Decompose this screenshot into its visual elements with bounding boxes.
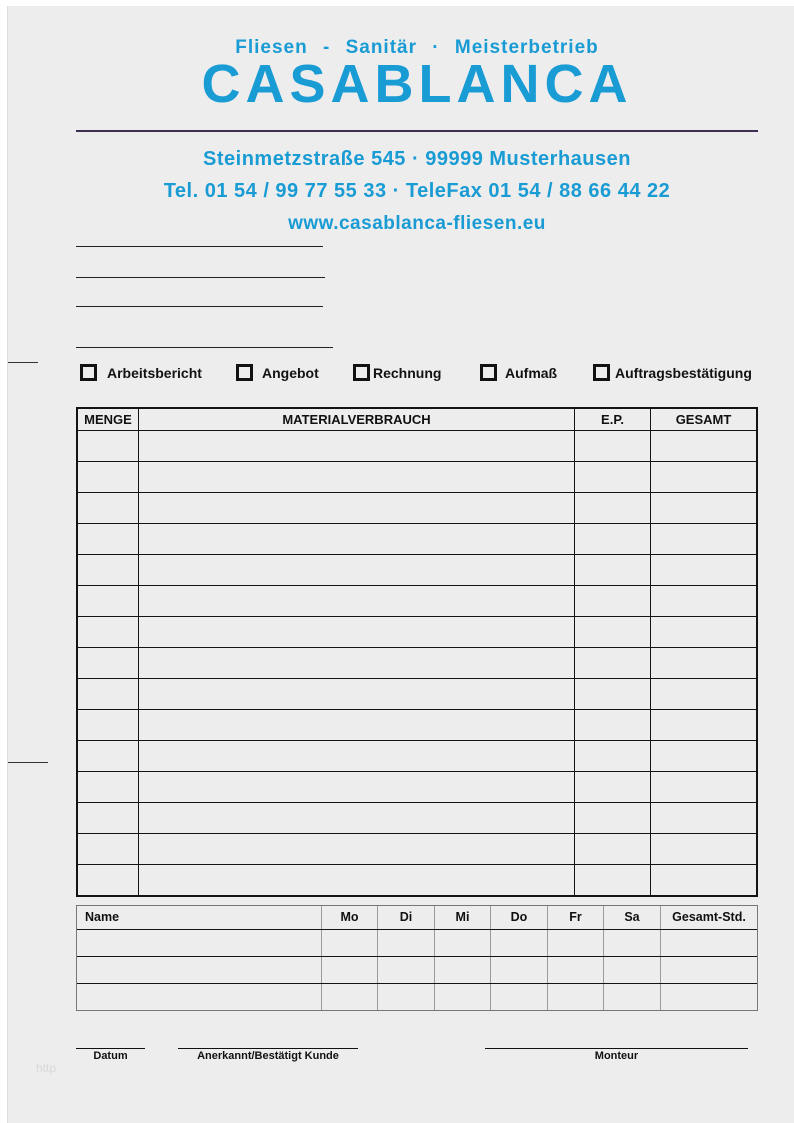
hours-cell[interactable] [322, 984, 378, 1010]
material-table [76, 407, 758, 897]
material-cell[interactable] [139, 865, 575, 895]
material-column-header: GESAMT [675, 412, 732, 427]
hours-cell[interactable] [378, 930, 435, 956]
hours-column-header: Gesamt-Std. [672, 910, 746, 924]
material-column-header: MENGE [78, 409, 139, 430]
material-cell[interactable] [575, 710, 651, 740]
material-cell[interactable] [139, 679, 575, 709]
hours-cell[interactable] [548, 930, 604, 956]
material-cell[interactable] [78, 679, 139, 709]
material-cell[interactable] [139, 710, 575, 740]
material-cell[interactable] [78, 710, 139, 740]
material-row [78, 585, 756, 616]
hours-cell[interactable] [661, 957, 757, 983]
hours-column-header: Mo [322, 906, 378, 929]
material-cell[interactable] [139, 555, 575, 585]
hours-cell[interactable] [548, 957, 604, 983]
material-row [78, 709, 756, 740]
material-cell[interactable] [651, 617, 756, 647]
checkbox[interactable] [80, 364, 97, 381]
material-cell[interactable] [575, 679, 651, 709]
material-cell[interactable] [651, 741, 756, 771]
checkbox[interactable] [353, 364, 370, 381]
checkbox[interactable] [593, 364, 610, 381]
material-row [78, 771, 756, 802]
material-row [78, 554, 756, 585]
material-cell[interactable] [139, 586, 575, 616]
material-cell[interactable] [651, 834, 756, 864]
hours-cell[interactable] [435, 984, 491, 1010]
hours-column-header: Di [378, 906, 435, 929]
recipient-blank-line[interactable] [76, 347, 333, 348]
material-cell[interactable] [139, 772, 575, 802]
doc-type-option [353, 364, 441, 381]
hours-cell[interactable] [604, 984, 661, 1010]
material-cell[interactable] [575, 555, 651, 585]
material-cell[interactable] [575, 617, 651, 647]
hours-cell[interactable] [661, 984, 757, 1010]
material-row [78, 492, 756, 523]
material-cell[interactable] [78, 741, 139, 771]
material-column-header: E.P. [575, 409, 651, 430]
signature-installer-label: Monteur [594, 1050, 639, 1062]
material-cell[interactable] [139, 493, 575, 523]
material-row [78, 461, 756, 492]
material-row [78, 802, 756, 833]
hours-row [77, 983, 757, 1010]
company-address: Steinmetzstraße 545 · 99999 Musterhausen [203, 148, 631, 170]
material-cell[interactable] [575, 865, 651, 895]
material-cell[interactable] [575, 648, 651, 678]
hours-cell[interactable] [77, 957, 322, 983]
material-row [78, 523, 756, 554]
material-cell[interactable] [78, 462, 139, 492]
material-cell[interactable] [651, 555, 756, 585]
material-cell[interactable] [78, 524, 139, 554]
material-cell[interactable] [78, 803, 139, 833]
material-cell[interactable] [78, 648, 139, 678]
recipient-blank-line[interactable] [76, 246, 323, 247]
material-cell[interactable] [139, 648, 575, 678]
checkbox[interactable] [480, 364, 497, 381]
material-cell[interactable] [651, 524, 756, 554]
doc-type-option [480, 364, 557, 381]
hours-table [76, 905, 758, 1011]
header-divider [76, 130, 758, 132]
fold-mark [8, 362, 38, 363]
hours-cell[interactable] [491, 984, 548, 1010]
hours-column-header: Mi [435, 906, 491, 929]
material-cell[interactable] [651, 865, 756, 895]
material-row [78, 833, 756, 864]
material-cell[interactable] [575, 803, 651, 833]
hours-row [77, 930, 757, 956]
company-phone: Tel. 01 54 / 99 77 55 33 · TeleFax 01 54 / 88 66 44 22 [163, 180, 671, 202]
checkbox-label: Arbeitsbericht [107, 364, 202, 381]
material-cell[interactable] [139, 803, 575, 833]
signature-customer[interactable] [178, 1048, 358, 1062]
material-cell[interactable] [651, 493, 756, 523]
material-cell[interactable] [78, 834, 139, 864]
hours-cell[interactable] [435, 930, 491, 956]
material-cell[interactable] [78, 431, 139, 461]
hours-cell[interactable] [77, 984, 322, 1010]
signature-date[interactable] [76, 1048, 145, 1062]
material-row [78, 647, 756, 678]
material-cell[interactable] [575, 741, 651, 771]
signature-customer-label: Anerkannt/Bestätigt Kunde [197, 1050, 339, 1062]
doc-type-option [236, 364, 319, 381]
material-cell[interactable] [78, 772, 139, 802]
material-cell[interactable] [575, 462, 651, 492]
hours-column-header: Do [491, 906, 548, 929]
material-cell[interactable] [139, 524, 575, 554]
doc-type-option [593, 364, 752, 381]
material-cell[interactable] [139, 741, 575, 771]
checkbox-label: Rechnung [373, 364, 442, 381]
material-cell[interactable] [651, 710, 756, 740]
material-cell[interactable] [78, 865, 139, 895]
material-cell[interactable] [139, 431, 575, 461]
hours-cell[interactable] [491, 930, 548, 956]
hours-column-header: Name [77, 906, 322, 929]
doc-type-option [80, 364, 202, 381]
material-cell[interactable] [139, 617, 575, 647]
doc-type-row [0, 364, 794, 384]
material-cell[interactable] [651, 679, 756, 709]
hours-row [77, 956, 757, 983]
signature-installer[interactable] [485, 1048, 748, 1062]
material-cell[interactable] [575, 431, 651, 461]
hours-cell[interactable] [378, 984, 435, 1010]
recipient-blank-line[interactable] [76, 277, 325, 278]
material-cell[interactable] [575, 586, 651, 616]
material-header-row [78, 409, 756, 430]
material-cell[interactable] [139, 834, 575, 864]
checkbox[interactable] [236, 364, 253, 381]
material-row [78, 430, 756, 461]
material-cell[interactable] [78, 617, 139, 647]
hours-cell[interactable] [322, 930, 378, 956]
hours-cell[interactable] [491, 957, 548, 983]
material-cell[interactable] [575, 493, 651, 523]
company-logo: CASABLANCA [201, 54, 633, 114]
company-tagline: Fliesen - Sanitär · Meisterbetrieb [235, 37, 599, 58]
checkbox-label: Aufmaß [505, 364, 558, 381]
fold-mark [8, 762, 48, 763]
hours-cell[interactable] [604, 930, 661, 956]
material-row [78, 740, 756, 771]
checkbox-label: Angebot [262, 364, 319, 381]
watermark-text: http [36, 1061, 57, 1075]
material-row [78, 864, 756, 895]
hours-cell[interactable] [378, 957, 435, 983]
material-cell[interactable] [651, 803, 756, 833]
recipient-blank-line[interactable] [76, 306, 323, 307]
hours-column-header: Sa [604, 906, 661, 929]
hours-column-header: Fr [548, 906, 604, 929]
signature-date-label: Datum [93, 1050, 128, 1062]
hours-cell[interactable] [548, 984, 604, 1010]
material-cell[interactable] [651, 648, 756, 678]
material-cell[interactable] [651, 772, 756, 802]
material-cell[interactable] [575, 772, 651, 802]
hours-cell[interactable] [661, 930, 757, 956]
material-cell[interactable] [651, 586, 756, 616]
hours-cell[interactable] [322, 957, 378, 983]
material-cell[interactable] [78, 555, 139, 585]
material-row [78, 616, 756, 647]
hours-cell[interactable] [77, 930, 322, 956]
material-cell[interactable] [575, 834, 651, 864]
company-website: www.casablanca-fliesen.eu [288, 213, 546, 234]
hours-header-row [77, 906, 757, 930]
checkbox-label: Auftragsbestätigung [615, 364, 752, 381]
material-row [78, 678, 756, 709]
material-cell[interactable] [651, 462, 756, 492]
material-cell[interactable] [651, 431, 756, 461]
material-cell[interactable] [78, 493, 139, 523]
hours-cell[interactable] [435, 957, 491, 983]
material-cell[interactable] [139, 462, 575, 492]
material-cell[interactable] [78, 586, 139, 616]
hours-cell[interactable] [604, 957, 661, 983]
material-column-header: MATERIALVERBRAUCH [139, 409, 575, 430]
material-cell[interactable] [575, 524, 651, 554]
